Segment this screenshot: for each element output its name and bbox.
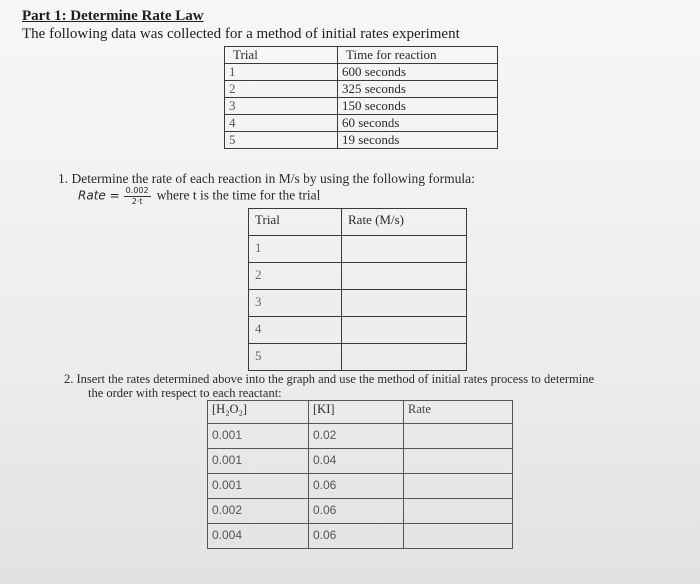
trial-cell: 5 bbox=[249, 344, 342, 371]
formula-fraction bbox=[124, 186, 151, 207]
header-h2o2: [H₂O₂] bbox=[208, 401, 309, 424]
trial-cell: 4 bbox=[249, 317, 342, 344]
trial-cell: 4 bbox=[225, 115, 338, 132]
part-heading: Part 1: Determine Rate Law bbox=[22, 8, 204, 24]
table-row bbox=[249, 317, 467, 344]
table-row bbox=[208, 499, 513, 524]
rate-answer-cell[interactable] bbox=[342, 344, 467, 371]
trial-cell: 3 bbox=[249, 290, 342, 317]
rate-answer-cell[interactable] bbox=[404, 524, 513, 549]
rate-answer-cell[interactable] bbox=[342, 236, 467, 263]
question-2-text-continued: the order with respect to each reactant: bbox=[88, 386, 282, 400]
trial-cell: 2 bbox=[249, 263, 342, 290]
formula-numerator: 0.002 bbox=[125, 186, 149, 195]
header-rate: Rate bbox=[404, 401, 513, 424]
table-row bbox=[208, 474, 513, 499]
formula-note: where t is the time for the trial bbox=[156, 187, 321, 203]
trial-cell: 1 bbox=[249, 236, 342, 263]
question-1-text: 1. Determine the rate of each reaction in M/s by using the following formula: bbox=[58, 171, 475, 186]
trial-cell: 2 bbox=[225, 81, 338, 98]
header-trial: Trial bbox=[249, 209, 342, 236]
ki-cell: 0.06 bbox=[309, 524, 404, 549]
trial-cell: 1 bbox=[225, 64, 338, 81]
rate-answer-cell[interactable] bbox=[342, 317, 467, 344]
question-2-text: 2. Insert the rates determined above into the graph and use the method of initial rates process to determine bbox=[64, 372, 595, 386]
formula-denominator: 2·t bbox=[131, 197, 143, 206]
time-cell: 325 seconds bbox=[338, 81, 498, 98]
ki-cell: 0.06 bbox=[309, 499, 404, 524]
h2o2-cell: 0.001 bbox=[208, 474, 309, 499]
intro-text: The following data was collected for a method of initial rates experiment bbox=[22, 26, 460, 42]
table-row bbox=[249, 236, 467, 263]
table-row bbox=[225, 132, 498, 149]
time-cell: 150 seconds bbox=[338, 98, 498, 115]
rate-answer-cell[interactable] bbox=[404, 499, 513, 524]
rate-table bbox=[248, 208, 467, 371]
h2o2-cell: 0.001 bbox=[208, 424, 309, 449]
h2o2-cell: 0.004 bbox=[208, 524, 309, 549]
table-row bbox=[208, 424, 513, 449]
rate-answer-cell[interactable] bbox=[404, 474, 513, 499]
rate-answer-cell[interactable] bbox=[342, 290, 467, 317]
table-row bbox=[249, 263, 467, 290]
table-row bbox=[208, 449, 513, 474]
header-rate: Rate (M/s) bbox=[342, 209, 467, 236]
table-row bbox=[225, 115, 498, 132]
header-trial: Trial bbox=[225, 47, 338, 64]
h2o2-cell: 0.002 bbox=[208, 499, 309, 524]
time-cell: 19 seconds bbox=[338, 132, 498, 149]
ki-cell: 0.02 bbox=[309, 424, 404, 449]
trial-cell: 5 bbox=[225, 132, 338, 149]
concentration-table bbox=[207, 400, 513, 549]
table-row bbox=[225, 64, 498, 81]
table-header-row bbox=[208, 401, 513, 424]
h2o2-cell: 0.001 bbox=[208, 449, 309, 474]
reaction-time-table bbox=[224, 46, 498, 149]
table-row bbox=[225, 81, 498, 98]
rate-formula bbox=[78, 186, 320, 207]
trial-cell: 3 bbox=[225, 98, 338, 115]
table-row bbox=[249, 290, 467, 317]
table-row bbox=[208, 524, 513, 549]
rate-answer-cell[interactable] bbox=[404, 424, 513, 449]
ki-cell: 0.04 bbox=[309, 449, 404, 474]
header-time: Time for reaction bbox=[338, 47, 498, 64]
table-row bbox=[249, 344, 467, 371]
table-row bbox=[225, 98, 498, 115]
header-ki: [KI] bbox=[309, 401, 404, 424]
ki-cell: 0.06 bbox=[309, 474, 404, 499]
time-cell: 60 seconds bbox=[338, 115, 498, 132]
rate-label: Rate = bbox=[78, 188, 120, 203]
rate-answer-cell[interactable] bbox=[342, 263, 467, 290]
rate-answer-cell[interactable] bbox=[404, 449, 513, 474]
table-header-row bbox=[249, 209, 467, 236]
time-cell: 600 seconds bbox=[338, 64, 498, 81]
table-header-row bbox=[225, 47, 498, 64]
